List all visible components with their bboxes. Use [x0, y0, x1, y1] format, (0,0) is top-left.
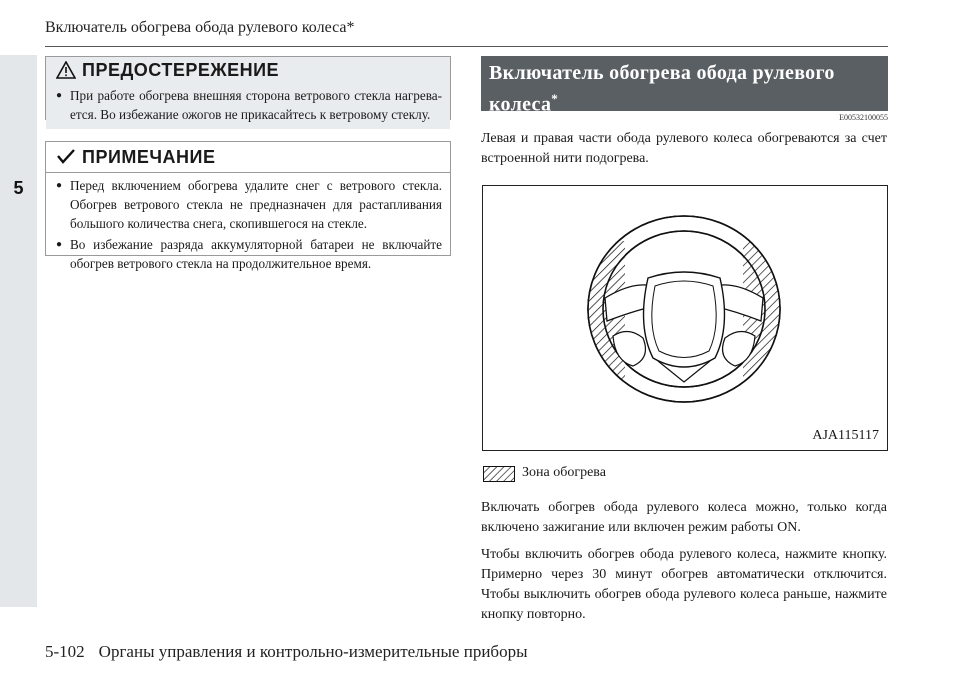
- warning-box: [45, 56, 451, 120]
- chapter-number: 5: [13, 178, 24, 198]
- section-title-line2: колеса: [489, 93, 552, 116]
- note-title-bar: [46, 142, 450, 173]
- figure-code: AJA115117: [812, 428, 879, 443]
- running-header: Включатель обогрева обода рулевого колеса*: [45, 19, 355, 36]
- steering-wheel-figure: [482, 185, 888, 451]
- intro-paragraph: Левая и правая части обода рулевого колеса обогреваются за счет встроенной нити подогрева.: [481, 131, 887, 166]
- steering-wheel-illustration: [483, 186, 886, 448]
- pencil-check-icon: [56, 148, 76, 166]
- section-title: [481, 56, 888, 116]
- page-number: 5-102: [45, 642, 85, 661]
- reference-code: E00532100055: [839, 113, 888, 122]
- ignition-paragraph: Включать обогрев обода рулевого колеса можно, только когда включено зажигание или включен режим работы ON.: [481, 500, 887, 535]
- footer-chapter-title: Органы управления и контрольно-измерительные приборы: [98, 642, 528, 661]
- optional-star: *: [551, 91, 559, 106]
- legend-label: Зона обогрева: [522, 465, 606, 480]
- section-title-line1: Включатель обогрева обода рулевого: [489, 62, 835, 84]
- warning-title: ПРЕДОСТЕРЕЖЕНИЕ: [82, 59, 280, 80]
- note-title: ПРИМЕЧАНИЕ: [82, 146, 216, 167]
- operation-paragraph: Чтобы включить обогрев обода рулевого колеса, нажмите кнопку. Примерно через 30 минут обогрев автоматически отключится. Чтобы выключить обогрев обода рулевого колеса раньше, нажмите кнопку повторно.: [481, 547, 887, 622]
- warning-body: [46, 83, 450, 129]
- header-rule: [45, 46, 888, 47]
- warning-title-bar: [46, 57, 450, 83]
- page-footer: [45, 642, 528, 662]
- warning-triangle-icon: [56, 61, 76, 79]
- hatch-legend-icon: [483, 466, 515, 482]
- warning-item: ● При работе обогрева внешняя сторона ветрового стекла нагрева-ется. Во избежание ожогов не прикасайтесь к ветровому стеклу.: [54, 86, 442, 124]
- note-box: [45, 141, 451, 271]
- note-item: ● Перед включением обогрева удалите снег с ветрового стекла. Обогрев ветрового стекла не предназначен для растапливания большого количества снега, скопившегося на стекле.: [54, 176, 442, 233]
- note-item: ● Во избежание разряда аккумуляторной батареи не включайте обогрев ветрового стекла на продолжительное время.: [54, 235, 442, 273]
- note-body: [46, 173, 450, 281]
- chapter-sidebar: [0, 55, 37, 607]
